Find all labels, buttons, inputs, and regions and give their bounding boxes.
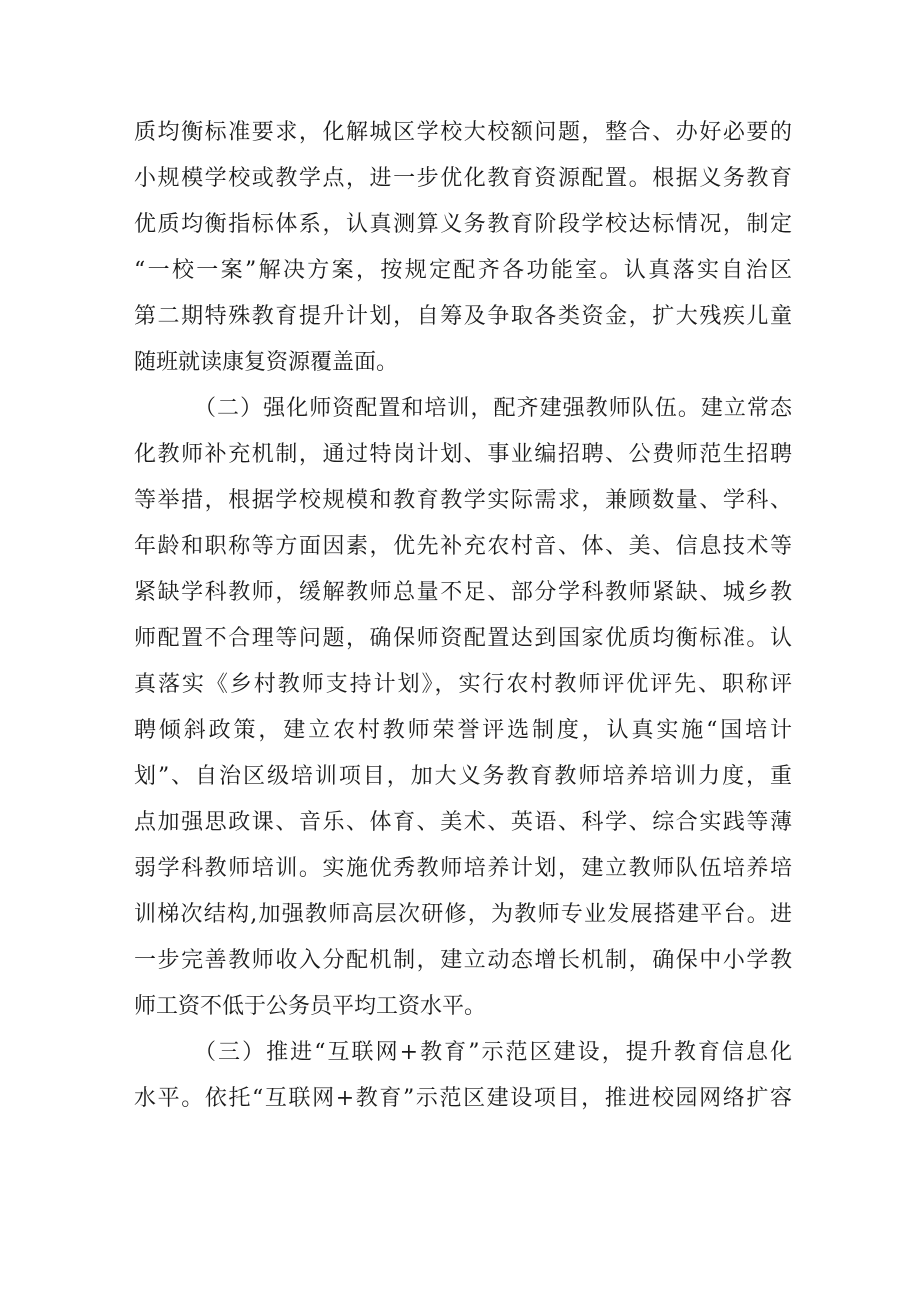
text-line: 第二期特殊教育提升计划，自筹及争取各类资金，扩大残疾儿童 xyxy=(134,304,792,329)
paragraph xyxy=(134,386,792,1030)
document-body xyxy=(134,110,792,1122)
text-line: 小规模学校或教学点，进一步优化教育资源配置。根据义务教育 xyxy=(134,166,792,191)
text-line: 真落实《乡村教师支持计划》，实行农村教师评优评先、职称评 xyxy=(134,672,792,697)
text-line: （二）强化师资配置和培训，配齐建强教师队伍。建立常态 xyxy=(194,396,792,421)
paragraph xyxy=(134,1030,792,1122)
text-line: “一校一案”解决方案，按规定配齐各功能室。认真落实自治区 xyxy=(134,258,792,283)
text-line: 优质均衡指标体系，认真测算义务教育阶段学校达标情况，制定 xyxy=(134,212,792,237)
text-line: 化教师补充机制，通过特岗计划、事业编招聘、公费师范生招聘 xyxy=(134,442,792,467)
text-line: （三）推进“互联网+教育”示范区建设，提升教育信息化 xyxy=(194,1040,792,1065)
text-line: 师配置不合理等问题，确保师资配置达到国家优质均衡标准。认 xyxy=(134,626,792,651)
text-line: 随班就读康复资源覆盖面。 xyxy=(134,350,399,375)
paragraph xyxy=(134,110,792,386)
text-line: 质均衡标准要求，化解城区学校大校额问题，整合、办好必要的 xyxy=(134,120,792,145)
text-line: 点加强思政课、音乐、体育、美术、英语、科学、综合实践等薄 xyxy=(134,810,792,835)
text-line: 聘倾斜政策，建立农村教师荣誉评选制度，认真实施“国培计 xyxy=(134,718,792,743)
text-line: 师工资不低于公务员平均工资水平。 xyxy=(134,994,487,1019)
text-line: 水平。依托“互联网+教育”示范区建设项目，推进校园网络扩容 xyxy=(134,1086,792,1111)
text-line: 训梯次结构,加强教师高层次研修，为教师专业发展搭建平台。进 xyxy=(134,902,792,927)
text-line: 等举措，根据学校规模和教育教学实际需求，兼顾数量、学科、 xyxy=(134,488,792,513)
text-line: 一步完善教师收入分配机制，建立动态增长机制，确保中小学教 xyxy=(134,948,792,973)
text-line: 年龄和职称等方面因素，优先补充农村音、体、美、信息技术等 xyxy=(134,534,792,559)
text-line: 划”、自治区级培训项目，加大义务教育教师培养培训力度，重 xyxy=(134,764,792,789)
text-line: 紧缺学科教师，缓解教师总量不足、部分学科教师紧缺、城乡教 xyxy=(134,580,792,605)
text-line: 弱学科教师培训。实施优秀教师培养计划，建立教师队伍培养培 xyxy=(134,856,792,881)
